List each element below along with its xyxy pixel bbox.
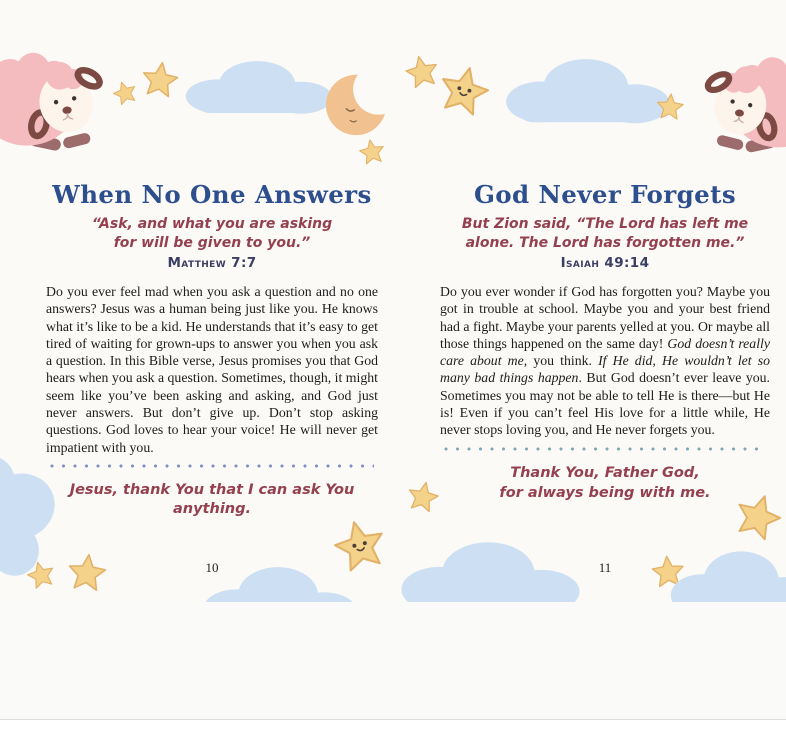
verse-line: alone. The Lord has forgotten me.”: [465, 234, 745, 251]
verse-line: But Zion said, “The Lord has left me: [461, 216, 749, 232]
cloud-icon: [503, 48, 673, 126]
devotional-body: Do you ever wonder if God has forgotten you? Maybe you got in trouble at school. Maybe you and your best friend had a fight. Maybe your parents yelled at you. Or maybe all those things happened on the same day! God doesn’t really care about me, you think. If He did, He wouldn’t let so many bad things happen. But God doesn’t ever leave you. Sometimes you may not be able to tell He is there—but He is! Even if you can’t feel His love for a little while, He never stops loving you, and He never forgets you.: [440, 284, 771, 438]
verse-reference: Isaiah 49:14: [560, 255, 650, 271]
page-number: 11: [598, 560, 612, 575]
prayer-text: [46, 481, 378, 520]
dotted-divider: [50, 464, 374, 468]
star-icon: [356, 136, 388, 168]
bottom-margin: [0, 720, 786, 730]
page-right: [440, 180, 770, 503]
cloud-icon: [183, 52, 335, 116]
moon-icon: [323, 64, 397, 142]
page-number: 10: [205, 560, 219, 575]
page-title: When No One Answers: [52, 180, 372, 209]
prayer-text: [440, 464, 770, 503]
star-icon: [403, 477, 443, 517]
prayer-line: for always being with me.: [499, 484, 711, 501]
devotional-body: Do you ever feel mad when you ask a question and no one answers? Jesus was a human being just like you. He knows what it’s like to be a kid. He understands that it’s easy to get tired of waiting for grown-ups to answer you when you ask a question. In this Bible verse, Jesus promises you that God hears when you ask a question. Sometimes, though, it might seem like you’ve been asking and asking, and God just never answers. But don’t give up. Don’t stop asking questions. God loves to hear your voice! He will never get impatient with you.: [46, 284, 378, 455]
page-title: God Never Forgets: [473, 180, 737, 209]
verse-reference: Matthew 7:7: [167, 255, 257, 271]
prayer-line: Jesus, thank You that I can ask You anything.: [69, 481, 355, 518]
verse-text: [440, 215, 770, 252]
star-icon: [654, 91, 687, 124]
sheep-icon: [686, 39, 786, 174]
prayer-line: Thank You, Father God,: [510, 465, 700, 481]
page-left: [46, 180, 378, 520]
star-icon: [137, 57, 182, 102]
verse-text: [46, 215, 378, 252]
sheep-icon: [0, 37, 122, 171]
smiling-star-icon: [431, 58, 496, 123]
verse-line: “Ask, and what you are asking: [91, 216, 333, 232]
verse-line: for will be given to you.”: [113, 234, 311, 251]
dotted-divider: [444, 447, 766, 451]
